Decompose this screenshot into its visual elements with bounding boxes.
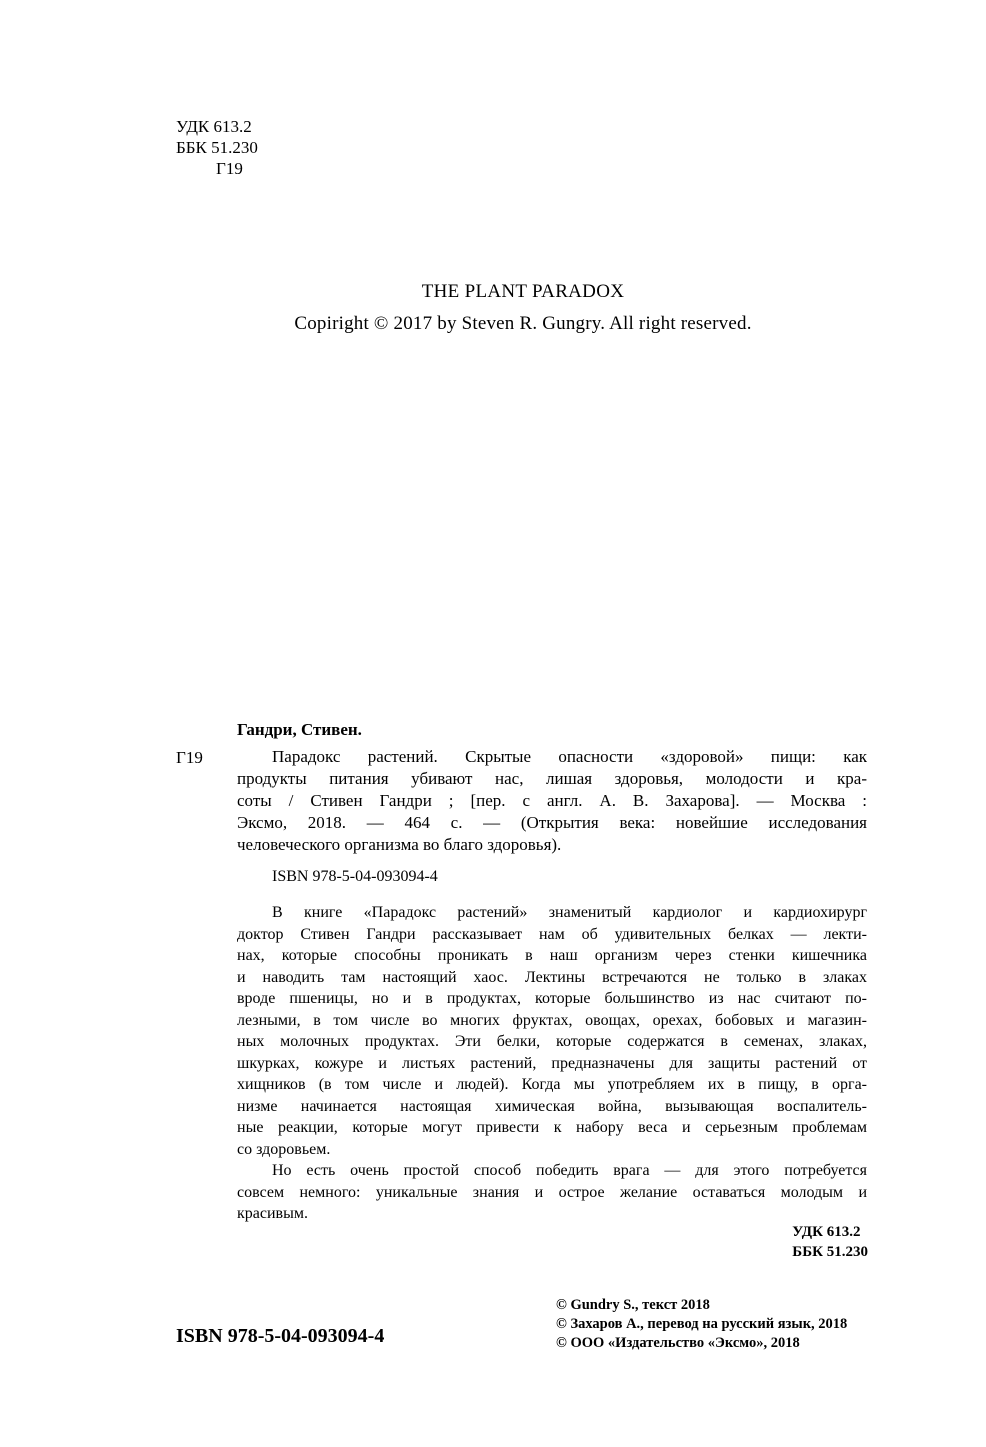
bibliographic-description — [237, 746, 867, 856]
annotation-line: нах, которые способны проникать в наш организм через стенки кишечника — [237, 947, 867, 964]
annotation-line: хищников (в том числе и людей). Когда мы употребляем их в пищу, в орга- — [237, 1076, 867, 1093]
author-heading: Гандри, Стивен. — [237, 720, 362, 739]
annotation — [237, 902, 867, 1225]
annotation-line: ные реакции, которые могут привести к набору веса и серьезным проблемам — [237, 1119, 867, 1136]
copyright-notices — [556, 1296, 847, 1353]
biblio-line: продукты питания убивают нас, лишая здоровья, молодости и кра- — [237, 769, 867, 788]
annotation-line: лезными, в том числе во многих фруктах, овощах, орехах, бобовых и магазин- — [237, 1011, 867, 1029]
copyright-line: © ООО «Издательство «Эксмо», 2018 — [556, 1335, 800, 1351]
annotation-line: и наводить там настоящий хаос. Лектины встречаются не только в злаках — [237, 968, 867, 986]
bbk-code: ББК 51.230 — [176, 138, 258, 157]
annotation-line: со здоровьем. — [237, 1140, 331, 1158]
isbn-inline: ISBN 978-5-04-093094-4 — [272, 868, 438, 885]
annotation-line: вроде пшеницы, но и в продуктах, которые большинство из нас считают по- — [237, 990, 867, 1007]
annotation-line: совсем немного: уникальные знания и острое желание оставаться молодым и — [237, 1183, 867, 1201]
isbn-footer: ISBN 978-5-04-093094-4 — [176, 1325, 385, 1347]
annotation-line: В книге «Парадокс растений» знаменитый кардиолог и кардиохирург — [272, 904, 867, 921]
annotation-line: шкурках, кожуре и листьях растений, предназначены для защиты растений от — [237, 1054, 867, 1072]
udk-code: УДК 613.2 — [176, 117, 252, 136]
copyright-line: © Захаров А., перевод на русский язык, 2018 — [556, 1316, 848, 1332]
classification-codes — [176, 116, 258, 179]
copyright-line: © Gundry S., текст 2018 — [556, 1297, 710, 1313]
author-sign: Г19 — [216, 159, 243, 178]
biblio-line: Эксмо, 2018. — 464 с. — (Открытия века: новейшие исследования — [237, 813, 867, 832]
annotation-line: красивым. — [237, 1205, 308, 1222]
biblio-line: человеческого организма во благо здоровья). — [237, 835, 562, 854]
annotation-line: низме начинается настоящая химическая война, вызывающая воспалитель- — [237, 1097, 867, 1115]
author-sign-margin: Г19 — [176, 748, 203, 767]
original-copyright: Copiright © 2017 by Steven R. Gungry. All right reserved. — [294, 313, 752, 334]
annotation-line: доктор Стивен Гандри рассказывает нам об удивительных белках — лекти- — [237, 925, 867, 943]
original-title: THE PLANT PARADOX — [421, 281, 625, 302]
biblio-line: Парадокс растений. Скрытые опасности «здоровой» пищи: как — [272, 747, 867, 766]
annotation-line: Но есть очень простой способ победить врага — для этого потребуется — [272, 1162, 867, 1179]
biblio-line: соты / Стивен Гандри ; [пер. с англ. А. В. Захарова]. — Москва : — [237, 791, 867, 810]
record-udk: УДК 613.2 — [792, 1224, 861, 1240]
annotation-line: ных молочных продуктах. Эти белки, которые содержатся в семенах, злаках, — [237, 1033, 867, 1050]
record-classification — [792, 1222, 868, 1262]
record-bbk: ББК 51.230 — [792, 1244, 868, 1260]
